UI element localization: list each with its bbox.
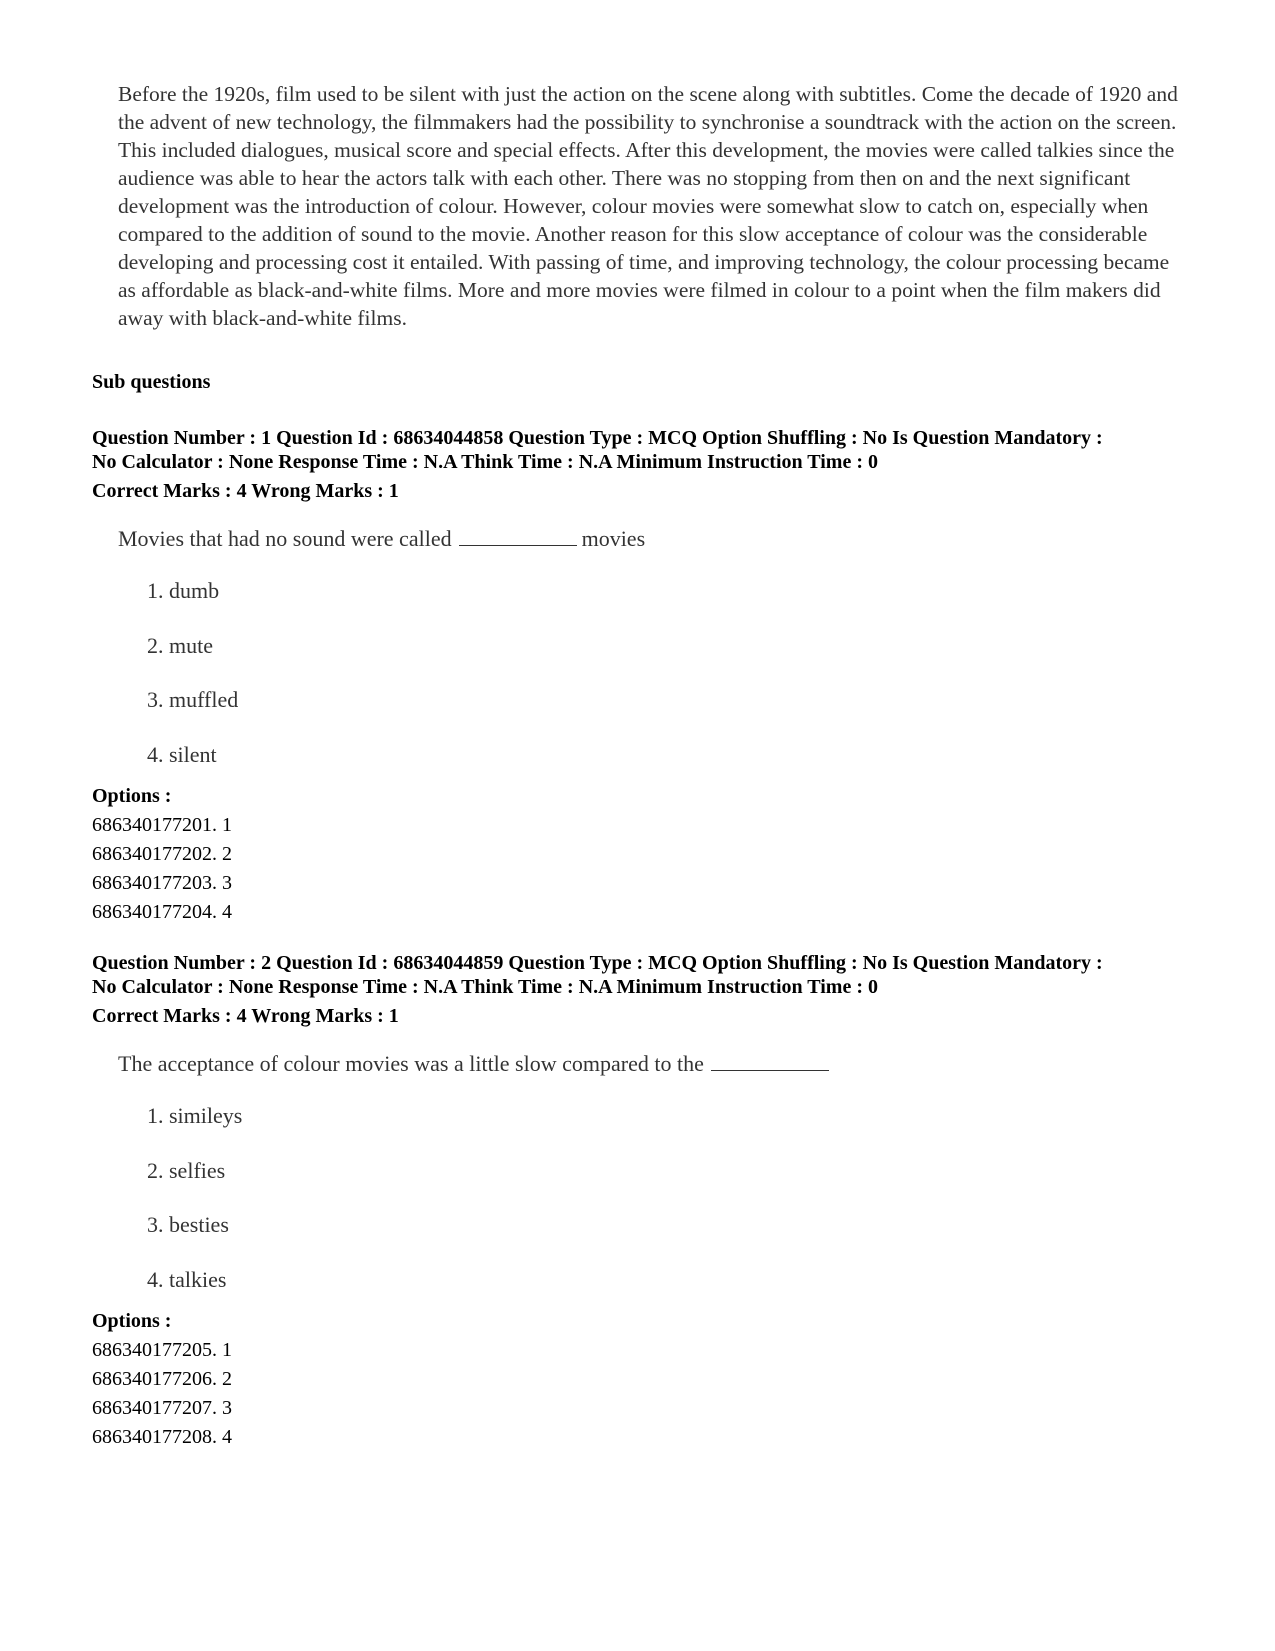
question-2-meta-line-1: Question Number : 2 Question Id : 68634044859 Question Type : MCQ Option Shuffling : No Is Question Mandatory : bbox=[92, 952, 1103, 974]
question-2-choices bbox=[147, 1102, 242, 1320]
option-item: 686340177201. 1 bbox=[92, 814, 232, 836]
option-item: 686340177202. 2 bbox=[92, 843, 232, 865]
choice-item: 1. dumb bbox=[147, 578, 220, 603]
question-1-meta bbox=[92, 426, 1212, 503]
choice-item: 3. muffled bbox=[147, 687, 239, 712]
question-1-stem bbox=[118, 525, 645, 553]
option-item: 686340177205. 1 bbox=[92, 1339, 232, 1361]
question-1-marks: Correct Marks : 4 Wrong Marks : 1 bbox=[92, 480, 399, 502]
choice-item: 2. mute bbox=[147, 632, 213, 658]
options-label: Options : bbox=[92, 1310, 172, 1332]
question-2-stem-text: The acceptance of colour movies was a little slow compared to the bbox=[118, 1051, 704, 1076]
choice-item: 3. besties bbox=[147, 1212, 229, 1237]
option-item: 686340177204. 4 bbox=[92, 901, 232, 923]
question-1-meta-line-2: No Calculator : None Response Time : N.A Think Time : N.A Minimum Instruction Time : 0 bbox=[92, 451, 878, 473]
option-item: 686340177207. 3 bbox=[92, 1397, 232, 1419]
options-label: Options : bbox=[92, 785, 172, 807]
question-2-meta bbox=[92, 951, 1212, 1028]
answer-blank bbox=[711, 1050, 829, 1071]
question-1-options bbox=[92, 782, 232, 927]
choice-item: 4. silent bbox=[147, 741, 217, 767]
option-item: 686340177206. 2 bbox=[92, 1368, 232, 1390]
choice-item: 2. selfies bbox=[147, 1157, 226, 1183]
comprehension-passage bbox=[118, 80, 1188, 332]
choice-item: 4. talkies bbox=[147, 1266, 227, 1292]
answer-blank bbox=[459, 525, 577, 546]
choice-item: 1. simileys bbox=[147, 1103, 243, 1128]
question-1-meta-line-1: Question Number : 1 Question Id : 68634044858 Question Type : MCQ Option Shuffling : No Is Question Mandatory : bbox=[92, 427, 1103, 449]
question-1-stem-suffix: movies bbox=[581, 526, 646, 551]
passage-text: Before the 1920s, film used to be silent with just the action on the scene along with subtitles. Come the decade of 1920 and the advent of new technology, the filmmakers had the possibility to synchronise a soundtrack with the action on the screen. This included dialogues, musical score and special effects. After this development, the movies were called talkies since the audience was able to hear the actors talk with each other. There was no stopping from then on and the next significant development was the introduction of colour. However, colour movies were somewhat slow to catch on, especially when compared to the addition of sound to the movie. Another reason for this slow acceptance of colour was the considerable developing and processing cost it entailed. With passing of time, and improving technology, the colour processing became as affordable as black-and-white films. More and more movies were filmed in colour to a point when the film makers did away with black-and-white films. bbox=[118, 82, 1178, 330]
question-2-options bbox=[92, 1307, 232, 1452]
sub-questions-heading: Sub questions bbox=[92, 371, 211, 393]
question-2-meta-line-2: No Calculator : None Response Time : N.A Think Time : N.A Minimum Instruction Time : 0 bbox=[92, 976, 878, 998]
option-item: 686340177208. 4 bbox=[92, 1426, 232, 1448]
option-item: 686340177203. 3 bbox=[92, 872, 232, 894]
question-1-choices bbox=[147, 577, 238, 795]
question-2-stem bbox=[118, 1050, 834, 1078]
question-2-marks: Correct Marks : 4 Wrong Marks : 1 bbox=[92, 1005, 399, 1027]
question-1-stem-text: Movies that had no sound were called bbox=[118, 526, 452, 551]
